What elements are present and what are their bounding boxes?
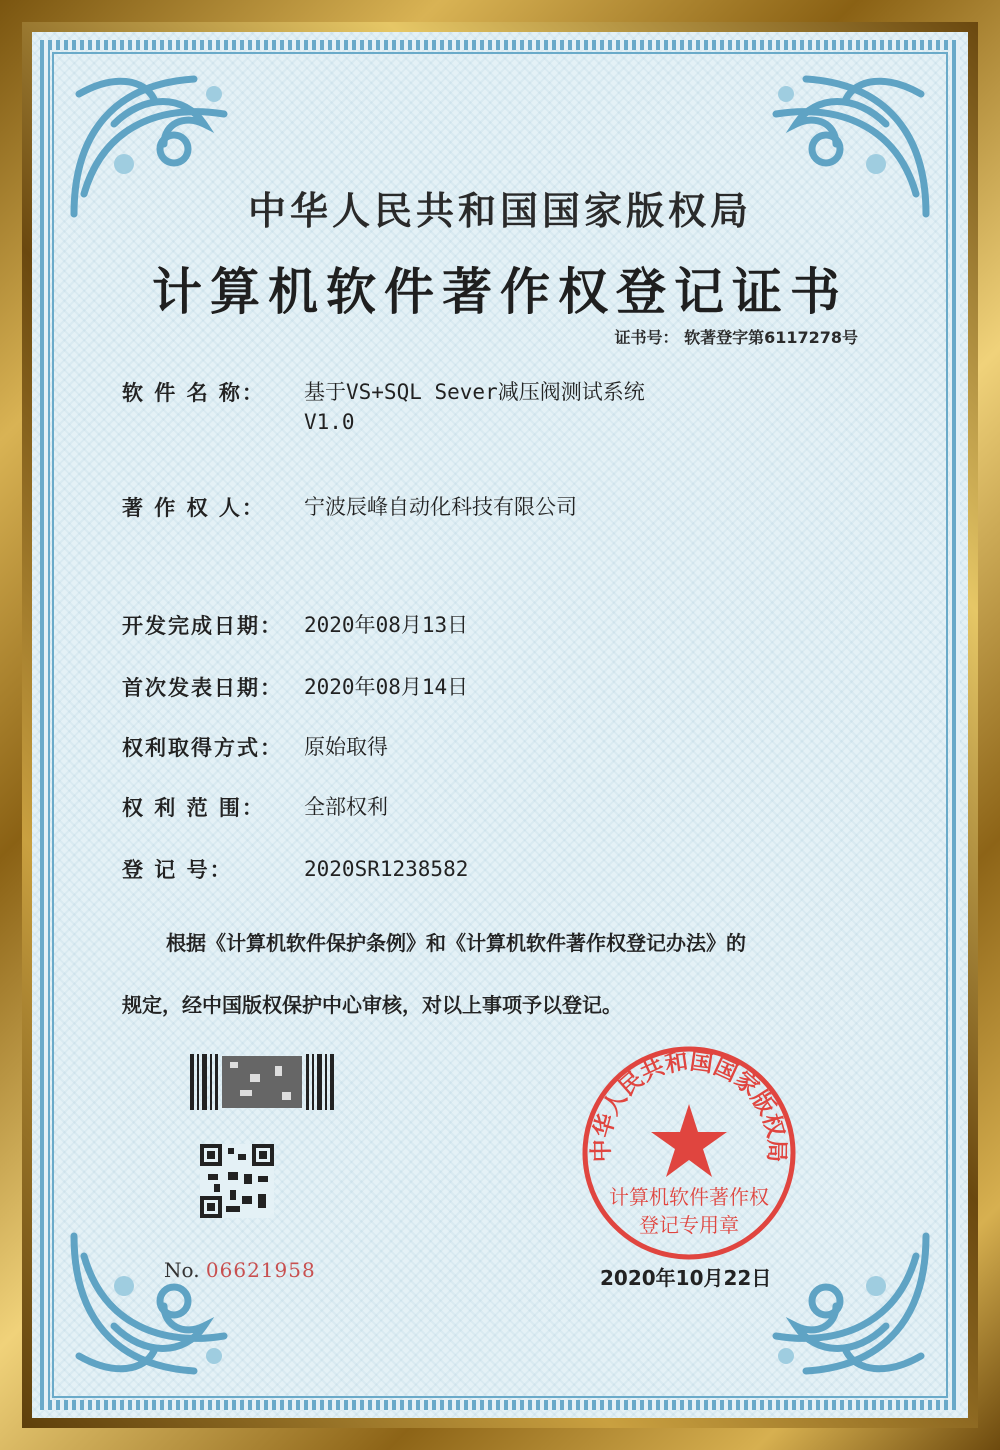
field-rights-scope xyxy=(122,792,724,822)
field-value: 原始取得 xyxy=(304,735,388,759)
certificate-paper xyxy=(32,32,968,1418)
official-seal-icon xyxy=(580,1044,798,1262)
field-publish-date xyxy=(122,672,724,702)
field-value-line: 基于VS+SQL Sever减压阀测试系统 xyxy=(304,380,645,404)
issuing-authority: 中华人民共和国国家版权局 xyxy=(247,189,752,233)
field-label: 著 作 权 人： xyxy=(122,496,265,520)
field-label: 软 件 名 称： xyxy=(122,381,265,405)
field-value: 全部权利 xyxy=(304,795,388,819)
serial-number xyxy=(164,1258,316,1282)
seal-arc-text: 中华人民共和国国家版权局 xyxy=(588,1048,790,1163)
field-label: 权利取得方式： xyxy=(122,736,283,760)
certificate-number xyxy=(614,325,858,348)
serial-prefix: No. xyxy=(164,1258,200,1282)
field-value: 2020年08月14日 xyxy=(304,675,469,699)
serial-value: 06621958 xyxy=(205,1258,316,1282)
qr-code-icon xyxy=(200,1144,274,1218)
field-value: 宁波辰峰自动化科技有限公司 xyxy=(304,495,577,519)
corner-ornament-icon xyxy=(54,1216,264,1396)
field-label: 首次发表日期： xyxy=(122,676,283,700)
statement-line-1: 根据《计算机软件保护条例》和《计算机软件著作权登记办法》的 xyxy=(166,931,746,955)
field-completion-date xyxy=(122,610,724,640)
field-label: 权 利 范 围： xyxy=(122,796,265,820)
field-label: 登 记 号： xyxy=(122,858,233,882)
statement-line-2: 规定，经中国版权保护中心审核，对以上事项予以登记。 xyxy=(122,993,622,1017)
field-acquisition-method xyxy=(122,732,724,762)
certificate-number-label: 证书号： xyxy=(614,328,679,347)
issue-date: 2020年10月22日 xyxy=(600,1266,772,1290)
field-label: 开发完成日期： xyxy=(122,614,283,638)
field-copyright-owner xyxy=(122,492,724,522)
field-software-name xyxy=(122,377,724,437)
field-registration-number xyxy=(122,854,724,884)
barcode-icon xyxy=(190,1054,336,1110)
certificate-title: 计算机软件著作权登记证书 xyxy=(152,262,848,321)
seal-line-2: 登记专用章 xyxy=(639,1213,739,1237)
field-value-line: V1.0 xyxy=(304,410,355,434)
field-value xyxy=(304,377,724,437)
meander-border xyxy=(40,40,960,1410)
field-value: 2020年08月13日 xyxy=(304,613,469,637)
certificate-number-value: 软著登字第6117278号 xyxy=(684,328,858,347)
seal-line-1: 计算机软件著作权 xyxy=(609,1185,769,1209)
field-value: 2020SR1238582 xyxy=(304,857,469,881)
